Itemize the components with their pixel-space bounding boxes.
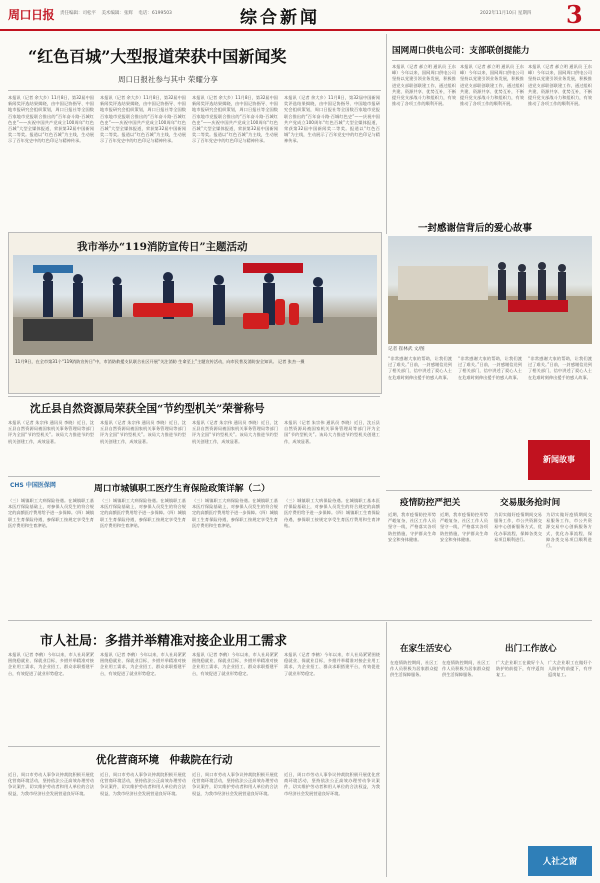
fire-caption: 11月9日，在全市第31个“119消防宣传日”中，市消防救援支队联合社区开展“关注消防 生命至上”主题宣传活动，向市民普及消防安全知识。 记者 张杰一摄: [15, 359, 305, 364]
meta-designer: 美术编辑：张辉: [101, 11, 133, 16]
hrss-window-badge-text: 人社之窗: [542, 857, 578, 867]
trade-headline: 交易服务抢时间: [500, 498, 561, 508]
epidemic-col-2: 近期，我市疫情防控形势严峻复杂，社区工作人员坚守一线，严格落实各项防控措施，守护群众生命安全和身体健康。: [440, 512, 488, 542]
home-service-col-2: 在疫情防控期间，社区工作人员积极为居家群众提供生活保障服务。: [442, 660, 490, 678]
travel-col-1: 广大企业职工在做好个人防护的前提下，有序返岗复工。: [496, 660, 544, 678]
lead-col-3: 本报讯（记者 余大乡）11月8日，第32届中国新闻奖评选结果揭晓，由中国记协指导、中国地市报研究会组织策划，周口日报社等全国数百家地市党报联合推出的“百年奋斗路·百城红色史”——庆祝中国共产党成立100周年“红色百城”大型全媒体报道，荣获第32届中国新闻奖二等奖。报道以“红色百城”为主线，生动展示了百年党史中的红色印记与精神传承。: [192, 95, 278, 144]
travel-col-2: 广大企业职工在做好个人防护的前提下，有序返岗复工。: [548, 660, 592, 678]
resources-col-3: 本报讯（记者 朱宗伟 通讯员 李晓）近日，沈丘县自然资源局被国家机关事务管理局等部门评为全国“节约型机关”。该局大力推进节约型机关创建工作，成效显著。: [192, 420, 278, 444]
grid-headline: 国网周口供电公司：支部联创提能力: [392, 46, 530, 56]
hrss-col-3: 本报讯（记者 李鹤）今年以来，市人社局紧紧围绕稳就业、保就业目标，多措并举精准对接企业用工需求，为企业招工、群众求职搭建平台，有效促进了就业形势稳定。: [192, 652, 278, 676]
lead-col-2: 本报讯（记者 余大乡）11月8日，第32届中国新闻奖评选结果揭晓，由中国记协指导、中国地市报研究会组织策划，周口日报社等全国数百家地市党报联合推出的“百年奋斗路·百城红色史”——庆祝中国共产党成立100周年“红色百城”大型全媒体报道，荣获第32届中国新闻奖二等奖。报道以“红色百城”为主线，生动展示了百年党史中的红色印记与精神传承。: [100, 95, 186, 144]
medical-headline: 周口市城镇职工医疗生育保险政策详解（二）: [94, 484, 270, 494]
resources-col-1: 本报讯（记者 朱宗伟 通讯员 李晓）近日，沈丘县自然资源局被国家机关事务管理局等部门评为全国“节约型机关”。该局大力推进节约型机关创建工作，成效显著。: [8, 420, 94, 444]
masthead-logo: 周口日报: [8, 8, 55, 22]
trade-col-1: 为切实做好疫情期间交易服务工作，市公共资源交易中心创新服务方式，优化办事流程，保障各类交易项目顺利进行。: [494, 512, 542, 542]
hrss-headline: 市人社局：多措并举精准对接企业用工需求: [40, 634, 288, 649]
medical-col-1: （三）城镇职工大病保险待遇。在城镇职工基本医疗保险基础上，对参保人员发生的符合规定的高额医疗费用给予进一步保障。（四）城镇职工生育保险待遇，参保职工按规定享受生育医疗费用和生育津贴。: [8, 498, 94, 528]
meta-phone: 电话：6199503: [138, 11, 172, 16]
fire-banner-headline: 我市举办“119消防宣传日”主题活动: [77, 241, 248, 253]
lead-headline: “红色百城”大型报道荣获中国新闻奖: [28, 47, 287, 66]
fire-banner: [8, 232, 382, 394]
medical-col-4: （三）城镇职工大病保险待遇。在城镇职工基本医疗保险基础上，对参保人员发生的符合规定的高额医疗费用给予进一步保障。（四）城镇职工生育保险待遇，参保职工按规定享受生育医疗费用和生育津贴。: [284, 498, 380, 528]
hrss-col-4: 本报讯（记者 李鹤）今年以来，市人社局紧紧围绕稳就业、保就业目标，多措并举精准对接企业用工需求，为企业招工、群众求职搭建平台，有效促进了就业形势稳定。: [284, 652, 380, 676]
arbitration-headline: 优化营商环境 仲裁院在行动: [96, 754, 233, 766]
resources-headline: 沈丘县自然资源局荣获全国“节约型机关”荣誉称号: [30, 403, 265, 415]
section-title: 综合新闻: [240, 8, 320, 28]
charity-col-1: “非常感谢大家的帮助，让我们渡过了难关。”日前，一封感谢信送到了相关部门，信中讲述了爱心人士在危难时刻伸出援手的感人故事。: [388, 356, 452, 380]
lead-col-4: 本报讯（记者 余大乡）11月8日，第32届中国新闻奖评选结果揭晓，由中国记协指导、中国地市报研究会组织策划，周口日报社等全国数百家地市党报联合推出的“百年奋斗路·百城红色史”——庆祝中国共产党成立100周年“红色百城”大型全媒体报道，荣获第32届中国新闻奖二等奖。报道以“红色百城”为主线，生动展示了百年党史中的红色印记与精神传承。: [284, 95, 380, 144]
resources-col-2: 本报讯（记者 朱宗伟 通讯员 李晓）近日，沈丘县自然资源局被国家机关事务管理局等部门评为全国“节约型机关”。该局大力推进节约型机关创建工作，成效显著。: [100, 420, 186, 444]
travel-headline: 出门工作放心: [505, 644, 557, 654]
home-service-headline: 在家生活安心: [400, 644, 452, 654]
grid-col-1: 本报讯（记者 郝立明 通讯员 王东峰）今年以来，国网周口供电公司坚持以党建引领业务发展，积极推进党支部联创联建工作，通过组织共建、资源共享、优势互补，不断提升党支部战斗力和组织力，有效推动了各项工作的顺利开展。: [392, 64, 456, 107]
charity-headline: 一封感谢信背后的爱心故事: [418, 223, 533, 234]
resources-col-4: 本报讯（记者 朱宗伟 通讯员 李晓）近日，沈丘县自然资源局被国家机关事务管理局等部门评为全国“节约型机关”。该局大力推进节约型机关创建工作，成效显著。: [284, 420, 380, 444]
page-number: 3: [566, 0, 583, 29]
arbitration-col-1: 近日，周口市劳动人事争议仲裁院积极开展优化营商环境活动，坚持依法公正高效办理劳动争议案件，切实维护劳动者和用人单位的合法权益，为我市经济社会发展营造良好环境。: [8, 772, 94, 796]
charity-caption: 记者 崔林武 文/图: [388, 347, 425, 352]
fire-photo-scene: [13, 255, 377, 355]
trade-col-2: 为切实做好疫情期间交易服务工作，市公共资源交易中心创新服务方式，优化办事流程，保障各类交易项目顺利进行。: [546, 512, 592, 549]
medical-col-2: （三）城镇职工大病保险待遇。在城镇职工基本医疗保险基础上，对参保人员发生的符合规定的高额医疗费用给予进一步保障。（四）城镇职工生育保险待遇，参保职工按规定享受生育医疗费用和生育津贴。: [100, 498, 186, 528]
lead-subtitle: 周口日报社参与其中 荣耀分享: [118, 75, 218, 84]
epidemic-col-1: 近期，我市疫情防控形势严峻复杂，社区工作人员坚守一线，严格落实各项防控措施，守护群众生命安全和身体健康。: [388, 512, 436, 542]
news-story-badge-text: 新闻故事: [543, 454, 575, 464]
medical-brand: CHS 中国医保网: [10, 482, 56, 489]
charity-col-3: “非常感谢大家的帮助，让我们渡过了难关。”日前，一封感谢信送到了相关部门，信中讲述了爱心人士在危难时刻伸出援手的感人故事。: [528, 356, 592, 380]
fire-photo: [13, 255, 377, 355]
hrss-col-2: 本报讯（记者 李鹤）今年以来，市人社局紧紧围绕稳就业、保就业目标，多措并举精准对接企业用工需求，为企业招工、群众求职搭建平台，有效促进了就业形势稳定。: [100, 652, 186, 676]
news-story-badge: [528, 440, 590, 480]
charity-photo-scene: [388, 236, 592, 344]
arbitration-col-3: 近日，周口市劳动人事争议仲裁院积极开展优化营商环境活动，坚持依法公正高效办理劳动争议案件，切实维护劳动者和用人单位的合法权益，为我市经济社会发展营造良好环境。: [192, 772, 278, 796]
charity-col-2: “非常感谢大家的帮助，让我们渡过了难关。”日前，一封感谢信送到了相关部门，信中讲述了爱心人士在危难时刻伸出援手的感人故事。: [458, 356, 522, 380]
masthead-date: 2022年11月10日 星期四: [480, 11, 532, 16]
hrss-col-1: 本报讯（记者 李鹤）今年以来，市人社局紧紧围绕稳就业、保就业目标，多措并举精准对接企业用工需求，为企业招工、群众求职搭建平台，有效促进了就业形势稳定。: [8, 652, 94, 676]
hrss-window-badge: [528, 846, 592, 876]
grid-col-2: 本报讯（记者 郝立明 通讯员 王东峰）今年以来，国网周口供电公司坚持以党建引领业务发展，积极推进党支部联创联建工作，通过组织共建、资源共享、优势互补，不断提升党支部战斗力和组织力，有效推动了各项工作的顺利开展。: [460, 64, 524, 107]
arbitration-col-4: 近日，周口市劳动人事争议仲裁院积极开展优化营商环境活动，坚持依法公正高效办理劳动争议案件，切实维护劳动者和用人单位的合法权益，为我市经济社会发展营造良好环境。: [284, 772, 380, 796]
medical-col-3: （三）城镇职工大病保险待遇。在城镇职工基本医疗保险基础上，对参保人员发生的符合规定的高额医疗费用给予进一步保障。（四）城镇职工生育保险待遇，参保职工按规定享受生育医疗费用和生育津贴。: [192, 498, 278, 528]
masthead: [0, 0, 600, 34]
arbitration-col-2: 近日，周口市劳动人事争议仲裁院积极开展优化营商环境活动，坚持依法公正高效办理劳动争议案件，切实维护劳动者和用人单位的合法权益，为我市经济社会发展营造良好环境。: [100, 772, 186, 796]
meta-editor: 责任编辑：司松平: [60, 11, 96, 16]
lead-col-1: 本报讯（记者 余大乡）11月8日，第32届中国新闻奖评选结果揭晓，由中国记协指导、中国地市报研究会组织策划，周口日报社等全国数百家地市党报联合推出的“百年奋斗路·百城红色史”——庆祝中国共产党成立100周年“红色百城”大型全媒体报道，荣获第32届中国新闻奖二等奖。报道以“红色百城”为主线，生动展示了百年党史中的红色印记与精神传承。: [8, 95, 94, 144]
masthead-meta: [60, 10, 172, 16]
epidemic-headline: 疫情防控严把关: [400, 498, 461, 508]
charity-photo: [388, 236, 592, 344]
home-service-col-1: 在疫情防控期间，社区工作人员积极为居家群众提供生活保障服务。: [390, 660, 438, 678]
grid-col-3: 本报讯（记者 郝立明 通讯员 王东峰）今年以来，国网周口供电公司坚持以党建引领业务发展，积极推进党支部联创联建工作，通过组织共建、资源共享、优势互补，不断提升党支部战斗力和组织力，有效推动了各项工作的顺利开展。: [528, 64, 592, 107]
